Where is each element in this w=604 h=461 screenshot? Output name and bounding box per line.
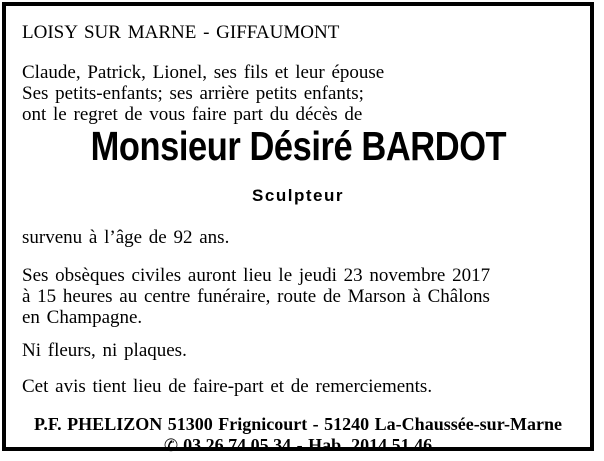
phone-row (22, 435, 574, 457)
family-block (22, 62, 574, 125)
notice-content (6, 6, 590, 457)
funeral-home-footer (22, 414, 574, 457)
phone-number-line: 03.26.74.05.34 - Hab. 2014.51.46 (183, 435, 433, 455)
telephone-icon: ✆ (163, 436, 179, 456)
funeral-home-line: P.F. PHELIZON 51300 Frignicourt - 51240 La-Chaussée-sur-Marne (34, 414, 562, 434)
no-flowers-line: Ni fleurs, ni plaques. (22, 340, 187, 361)
profession-subheading: Sculpteur (252, 186, 344, 205)
city-header: LOISY SUR MARNE - GIFFAUMONT (22, 22, 340, 43)
funeral-details-line: en Champagne. (22, 307, 143, 328)
age-line: survenu à l’âge de 92 ans. (22, 227, 230, 248)
funeral-details-line: Ses obsèques civiles auront lieu le jeudi 23 novembre 2017 (22, 265, 491, 286)
funeral-details-block (22, 265, 574, 328)
family-line: Claude, Patrick, Lionel, ses fils et leur épouse (22, 62, 385, 83)
deceased-name-heading (22, 125, 574, 177)
funeral-details-line: à 15 heures au centre funéraire, route de Marson à Châlons (22, 286, 490, 307)
deceased-name-text: Monsieur Désiré BARDOT (90, 123, 506, 169)
thanks-line: Cet avis tient lieu de faire-part et de remerciements. (22, 376, 433, 397)
obituary-notice-frame (2, 2, 594, 456)
family-line: ont le regret de vous faire part du décès de (22, 104, 363, 125)
family-line: Ses petits-enfants; ses arrière petits enfants; (22, 83, 364, 104)
